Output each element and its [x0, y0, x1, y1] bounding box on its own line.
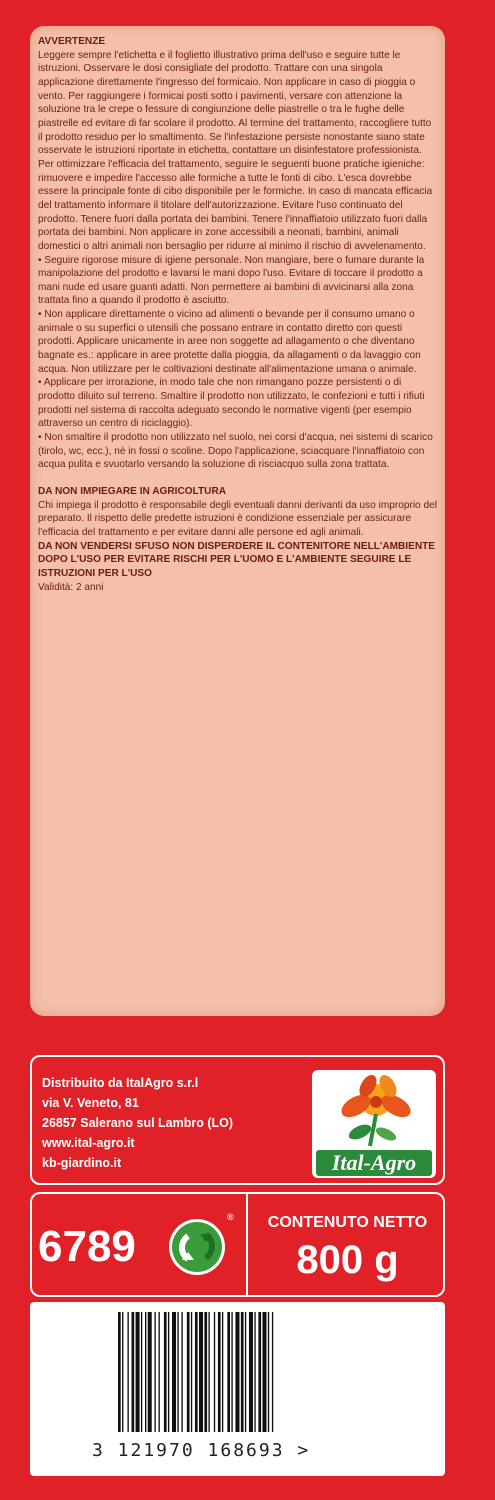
barcode-bar — [254, 1312, 255, 1432]
barcode-bar — [187, 1312, 190, 1432]
net-content-value: 800 g — [296, 1238, 399, 1282]
validity-text: Validità: 2 anni — [38, 581, 104, 593]
distributor-name: Distribuito da ItalAgro s.r.l — [42, 1076, 199, 1090]
barcode-bar — [195, 1312, 198, 1432]
barcode-bar — [181, 1312, 182, 1432]
barcode-bar — [245, 1312, 246, 1432]
barcode-bar — [154, 1312, 155, 1432]
barcode-bar — [141, 1312, 142, 1432]
barcode-bar — [159, 1312, 160, 1432]
distributor-city: 26857 Salerano sul Lambro (LO) — [42, 1116, 234, 1130]
barcode-bar — [235, 1312, 239, 1432]
product-info-divider — [246, 1193, 248, 1296]
barcode-bar — [199, 1312, 203, 1432]
warnings-paragraph: Leggere sempre l'etichetta e il foglietto illustrativo prima dell'uso e seguire tutte le istruzioni. Osservare le dosi consigliate del prodotto. Trattare con una singola applicazione direttamente l'ingresso del formicaio. Non applicare in caso di pioggia o vento. Per raggiungere i formicai posti sotto i pavimenti, versare con attenzione la soluzione tra le crepe o fessure di congiunzione delle piastrelle o tra le fughe delle piastrelle ed evitare di far scolare il prodotto. Al termine del trattamento, raccogliere tutto il prodotto residuo per lo smaltimento. Se l'infestazione persiste nonostante siano state osservate le istruzioni riportate in etichetta, contattare un disinfestatore professionista. Per ottimizzare l'efficacia del trattamento, seguire le seguenti buone pratiche igieniche: rimuovere e impedire l'accesso alle formiche a tutte le fonti di cibo. L'esca dovrebbe essere la principale fonte di cibo disponibile per le formiche. In caso di mancata efficacia del trattamento informare il titolare dell'autorizzazione. Evitare l'uso continuato del prodotto. Tenere fuori dalla portata dei bambini. Tenere l'innaffiatoio utilizzato fuori dalla portata dei bambini. Non applicare in zone accessibili a neonati, bambini, animali domestici o altri animali non bersaglio per ridurre al minimo il rischio di avvelenamento. — [38, 49, 433, 252]
barcode-bar — [258, 1312, 261, 1432]
barcode-bar — [132, 1312, 135, 1432]
product-code: 6789 — [38, 1222, 136, 1271]
barcode-bar — [218, 1312, 221, 1432]
logo-text: Ital-Agro — [331, 1150, 417, 1175]
barcode-bar — [172, 1312, 176, 1432]
barcode-bar — [191, 1312, 192, 1432]
warnings-text — [38, 35, 438, 594]
barcode-bar — [204, 1312, 207, 1432]
warnings-paragraph: • Applicare per irrorazione, in modo tale che non rimangano pozze persistenti o di prodotto diluito sul terreno. Smaltire il prodotto non utilizzato, le confezioni e tutti i rifiuti prodotti nel sistema di raccolta adeguato secondo le normative vigenti (per esempio attraverso un centro di riciclaggio). — [38, 377, 425, 430]
registered-mark: ® — [227, 1212, 234, 1222]
warnings-paragraph: • Seguire rigorose misure di igiene personale. Non mangiare, bere o fumare durante la manipolazione del prodotto e lavarsi le mani dopo l'uso. Evitare di toccare il prodotto a mani nude ed usare guanti adatti. Non permettere ai bambini di avvicinarsi alla zona trattata fino a quando il prodotto è asciutto. — [38, 254, 425, 307]
barcode-bar — [164, 1312, 167, 1432]
barcode-bar — [136, 1312, 140, 1432]
barcode-bar — [168, 1312, 169, 1432]
barcode-bar — [222, 1312, 223, 1432]
net-content-label: CONTENUTO NETTO — [267, 1214, 428, 1231]
barcode-bar — [145, 1312, 146, 1432]
barcode-bar — [231, 1312, 232, 1432]
warnings-paragraph: • Non smaltire il prodotto non utilizzato nel suolo, nei corsi d'acqua, nei sistemi di scarico (tirolo, wc, ecc.), nè in fossi o scoline. Dopo l'applicazione, sciacquare l'innaffiatoio con acqua pulita e svuotarlo versando la soluzione di risciacquo sulla zona trattata. — [38, 432, 433, 471]
disposal-warning: DA NON VENDERSI SFUSO NON DISPERDERE IL CONTENITORE NELL'AMBIENTE DOPO L'USO PER EVITARE RISCHI PER L'UOMO E L'AMBIENTE SEGUIRE LE ISTRUZIONI PER L'USO — [38, 540, 436, 579]
barcode-bar — [272, 1312, 273, 1432]
agriculture-text: Chi impiega il prodotto è responsabile degli eventuali danni derivanti da uso improprio del preparato. Il rispetto delle predette istruzioni è condizione essenziale per assicurare l'efficacia del trattamento e per evitare danni alle persone ed agli animali. — [38, 499, 437, 538]
distributor-website-2[interactable]: kb-giardino.it — [42, 1156, 122, 1170]
distributor-info — [42, 1073, 302, 1173]
barcode-bar — [208, 1312, 209, 1432]
barcode-bar — [148, 1312, 152, 1432]
barcode-bar — [122, 1312, 123, 1432]
barcode-bar — [118, 1312, 121, 1432]
barcode-bar — [227, 1312, 230, 1432]
distributor-website[interactable]: www.ital-agro.it — [42, 1136, 135, 1150]
agriculture-heading: DA NON IMPIEGARE IN AGRICOLTURA — [38, 486, 227, 497]
barcode-bar — [214, 1312, 215, 1432]
barcode-bar — [262, 1312, 266, 1432]
warnings-heading: AVVERTENZE — [38, 36, 106, 47]
barcode-bar — [268, 1312, 269, 1432]
barcode-number: 3 121970 168693 > — [92, 1440, 311, 1461]
barcode-bar — [241, 1312, 244, 1432]
barcode-icon — [118, 1312, 378, 1440]
barcode-bar — [177, 1312, 178, 1432]
green-dot-recycle-icon — [168, 1218, 226, 1276]
barcode-bar — [127, 1312, 128, 1432]
warnings-paragraph: • Non applicare direttamente o vicino ad alimenti o bevande per il consumo umano o animale o su superfici o utensili che possano entrare in contatto diretto con questi prodotti. Applicare unicamente in aree non soggette ad allagamento o che diventano bagnate es.: applicare in aree protette dalla pioggia, da allagamenti o da lavaggio con acqua. Non utilizzare per le coltivazioni destinate all'alimentazione umana o animale. — [38, 309, 421, 375]
barcode-bar — [249, 1312, 253, 1432]
distributor-street: via V. Veneto, 81 — [42, 1096, 139, 1110]
